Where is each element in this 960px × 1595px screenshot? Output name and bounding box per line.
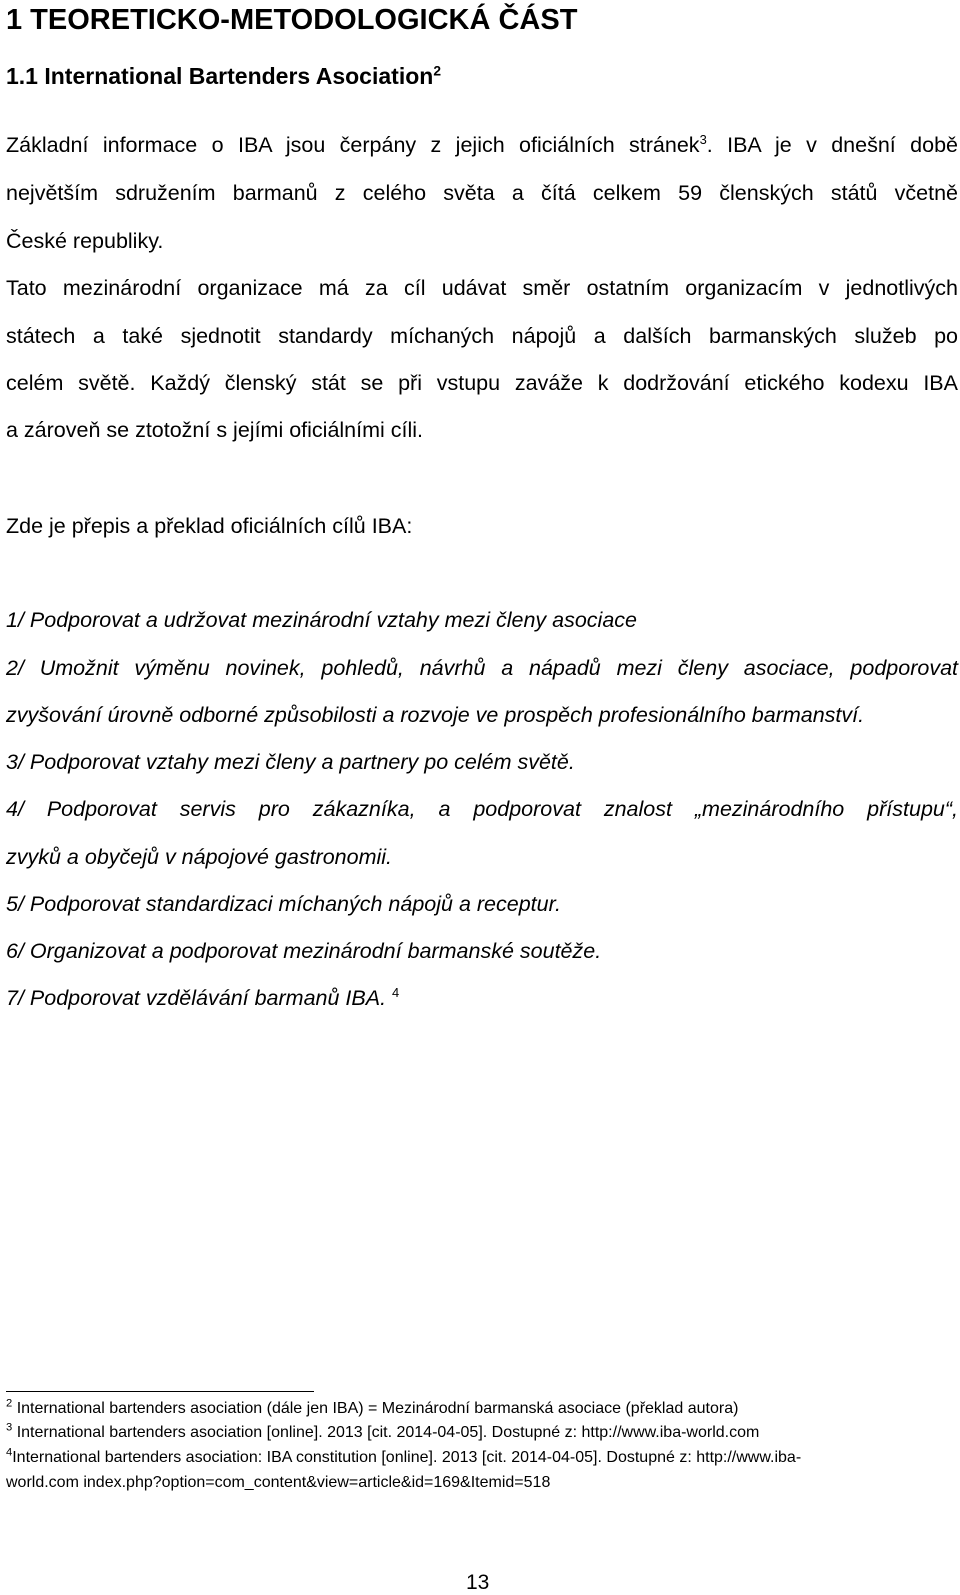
- goal-1: 1/ Podporovat a udržovat mezinárodní vztahy mezi členy asociace: [6, 608, 637, 632]
- footnote-4-cont: world.com index.php?option=com_content&view=article&id=169&Itemid=518: [6, 1474, 551, 1491]
- footnote-3: [6, 1421, 760, 1442]
- footnote-ref-4[interactable]: 4: [392, 984, 400, 1000]
- intro-line-3: České republiky.: [6, 229, 164, 253]
- footnote-separator: [6, 1391, 314, 1392]
- para2-line-1: Tato mezinárodní organizace má za cíl udávat směr ostatním organizacím v jednotlivých: [6, 276, 958, 300]
- footnote-3-number: 3: [6, 1421, 13, 1434]
- para2-line-2: státech a také sjednotit standardy míchaných nápojů a dalších barmanských služeb po: [6, 324, 958, 348]
- goal-4-line-1: 4/ Podporovat servis pro zákazníka, a podporovat znalost „mezinárodního přístupu“,: [6, 797, 958, 821]
- footnote-4-text: International bartenders asociation: IBA constitution [online]. 2013 [cit. 2014-04-05]. Dostupné z: http://www.iba-: [12, 1449, 802, 1466]
- goal-2-line-2: zvyšování úrovně odborné způsobilosti a rozvoje ve prospěch profesionálního barmanství.: [6, 703, 865, 727]
- footnote-4-number: 4: [6, 1446, 13, 1459]
- footnote-4: [6, 1446, 802, 1467]
- goal-6: 6/ Organizovat a podporovat mezinárodní barmanské soutěže.: [6, 939, 602, 963]
- intro-line-2: největším sdružením barmanů z celého světa a čítá celkem 59 členských států včetně: [6, 181, 958, 205]
- goal-7-text: 7/ Podporovat vzdělávání barmanů IBA.: [6, 986, 387, 1010]
- goals-intro: Zde je přepis a překlad oficiálních cílů IBA:: [6, 514, 413, 538]
- footnote-3-text: International bartenders asociation [online]. 2013 [cit. 2014-04-05]. Dostupné z: http://www.iba-world.com: [16, 1424, 760, 1441]
- footnote-2-number: 2: [6, 1397, 13, 1410]
- goal-4-line-2: zvyků a obyčejů v nápojové gastronomii.: [6, 845, 393, 869]
- goal-7: [6, 986, 399, 1011]
- goal-2-line-1: 2/ Umožnit výměnu novinek, pohledů, návrhů a nápadů mezi členy asociace, podporovat: [6, 656, 958, 680]
- section-heading: [6, 63, 441, 90]
- footnote-ref-3[interactable]: 3: [699, 131, 707, 147]
- page-number: 13: [466, 1571, 490, 1594]
- goal-5: 5/ Podporovat standardizaci míchaných nápojů a receptur.: [6, 892, 561, 916]
- chapter-heading: 1 TEORETICKO-METODOLOGICKÁ ČÁST: [6, 4, 578, 36]
- section-heading-text: 1.1 International Bartenders Asociation: [6, 63, 434, 89]
- goal-3: 3/ Podporovat vztahy mezi členy a partnery po celém světě.: [6, 750, 575, 774]
- footnote-2: [6, 1397, 739, 1418]
- footnote-2-text: International bartenders asociation (dále jen IBA) = Mezinárodní barmanská asociace (překlad autora): [16, 1400, 739, 1417]
- para2-line-3: celém světě. Každý členský stát se při vstupu zaváže k dodržování etického kodexu IBA: [6, 371, 958, 395]
- intro-line-1-tail: . IBA je v dnešní době: [706, 133, 958, 157]
- footnote-ref-2[interactable]: 2: [433, 63, 441, 79]
- para2-line-4: a zároveň se ztotožní s jejími oficiálními cíli.: [6, 418, 424, 442]
- intro-line-1: [6, 133, 958, 158]
- intro-line-1-text: Základní informace o IBA jsou čerpány z jejich oficiálních stránek: [6, 133, 700, 157]
